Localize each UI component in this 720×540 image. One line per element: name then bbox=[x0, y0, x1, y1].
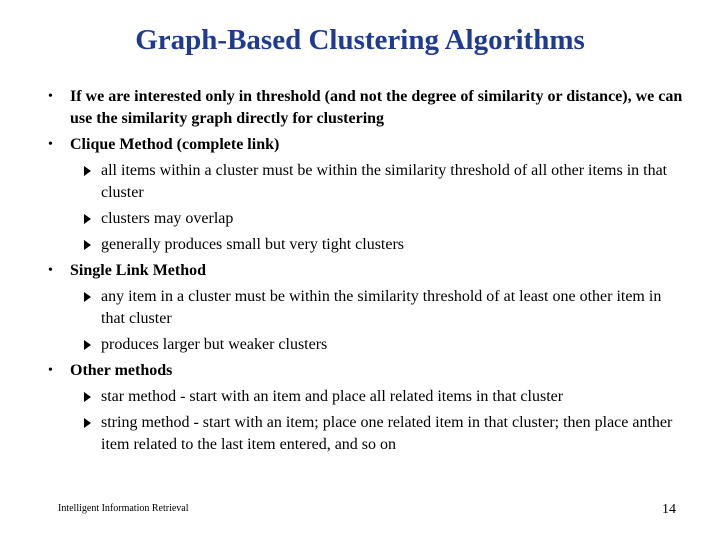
sub-bullet-text: all items within a cluster must be within the similarity threshold of all other items in that cluster bbox=[101, 162, 668, 201]
triangle-bullet-icon bbox=[84, 292, 91, 302]
triangle-bullet-icon bbox=[84, 240, 91, 250]
sub-bullet bbox=[48, 208, 688, 230]
triangle-bullet-icon bbox=[84, 340, 91, 350]
bullet-dot-icon: • bbox=[48, 89, 53, 104]
sub-bullet bbox=[48, 286, 688, 330]
sub-bullet-text: clusters may overlap bbox=[101, 210, 234, 227]
sub-bullet bbox=[48, 334, 688, 356]
slide-content bbox=[48, 86, 688, 460]
bullet-text: Other methods bbox=[70, 362, 173, 379]
sub-bullet bbox=[48, 386, 688, 408]
sub-bullet-text: any item in a cluster must be within the similarity threshold of at least one other item in that cluster bbox=[101, 288, 662, 327]
bullet-dot-icon: • bbox=[48, 263, 53, 278]
triangle-bullet-icon bbox=[84, 392, 91, 402]
bullet-dot-icon: • bbox=[48, 363, 53, 378]
bullet-other-methods bbox=[48, 360, 688, 382]
triangle-bullet-icon bbox=[84, 214, 91, 224]
sub-bullet bbox=[48, 160, 688, 204]
bullet-threshold bbox=[48, 86, 688, 130]
slide-title: Graph-Based Clustering Algorithms bbox=[135, 24, 585, 56]
sub-bullet-text: string method - start with an item; place one related item in that cluster; then place anther item related to the last item entered, and so on bbox=[101, 414, 673, 453]
triangle-bullet-icon bbox=[84, 418, 91, 428]
sub-bullet-text: generally produces small but very tight clusters bbox=[101, 236, 405, 253]
sub-bullet bbox=[48, 412, 688, 456]
page-number: 14 bbox=[662, 502, 676, 517]
bullet-text: Single Link Method bbox=[70, 262, 207, 279]
sub-bullet-text: produces larger but weaker clusters bbox=[101, 336, 328, 353]
sub-bullet bbox=[48, 234, 688, 256]
sub-bullet-text: star method - start with an item and place all related items in that cluster bbox=[101, 388, 564, 405]
bullet-text: Clique Method (complete link) bbox=[70, 136, 280, 153]
bullet-dot-icon: • bbox=[48, 137, 53, 152]
bullet-single-link-method bbox=[48, 260, 688, 282]
footer-text: Intelligent Information Retrieval bbox=[58, 503, 189, 514]
triangle-bullet-icon bbox=[84, 166, 91, 176]
bullet-text: If we are interested only in threshold (and not the degree of similarity or distance), we can use the similarity graph directly for clustering bbox=[70, 88, 683, 127]
bullet-clique-method bbox=[48, 134, 688, 156]
